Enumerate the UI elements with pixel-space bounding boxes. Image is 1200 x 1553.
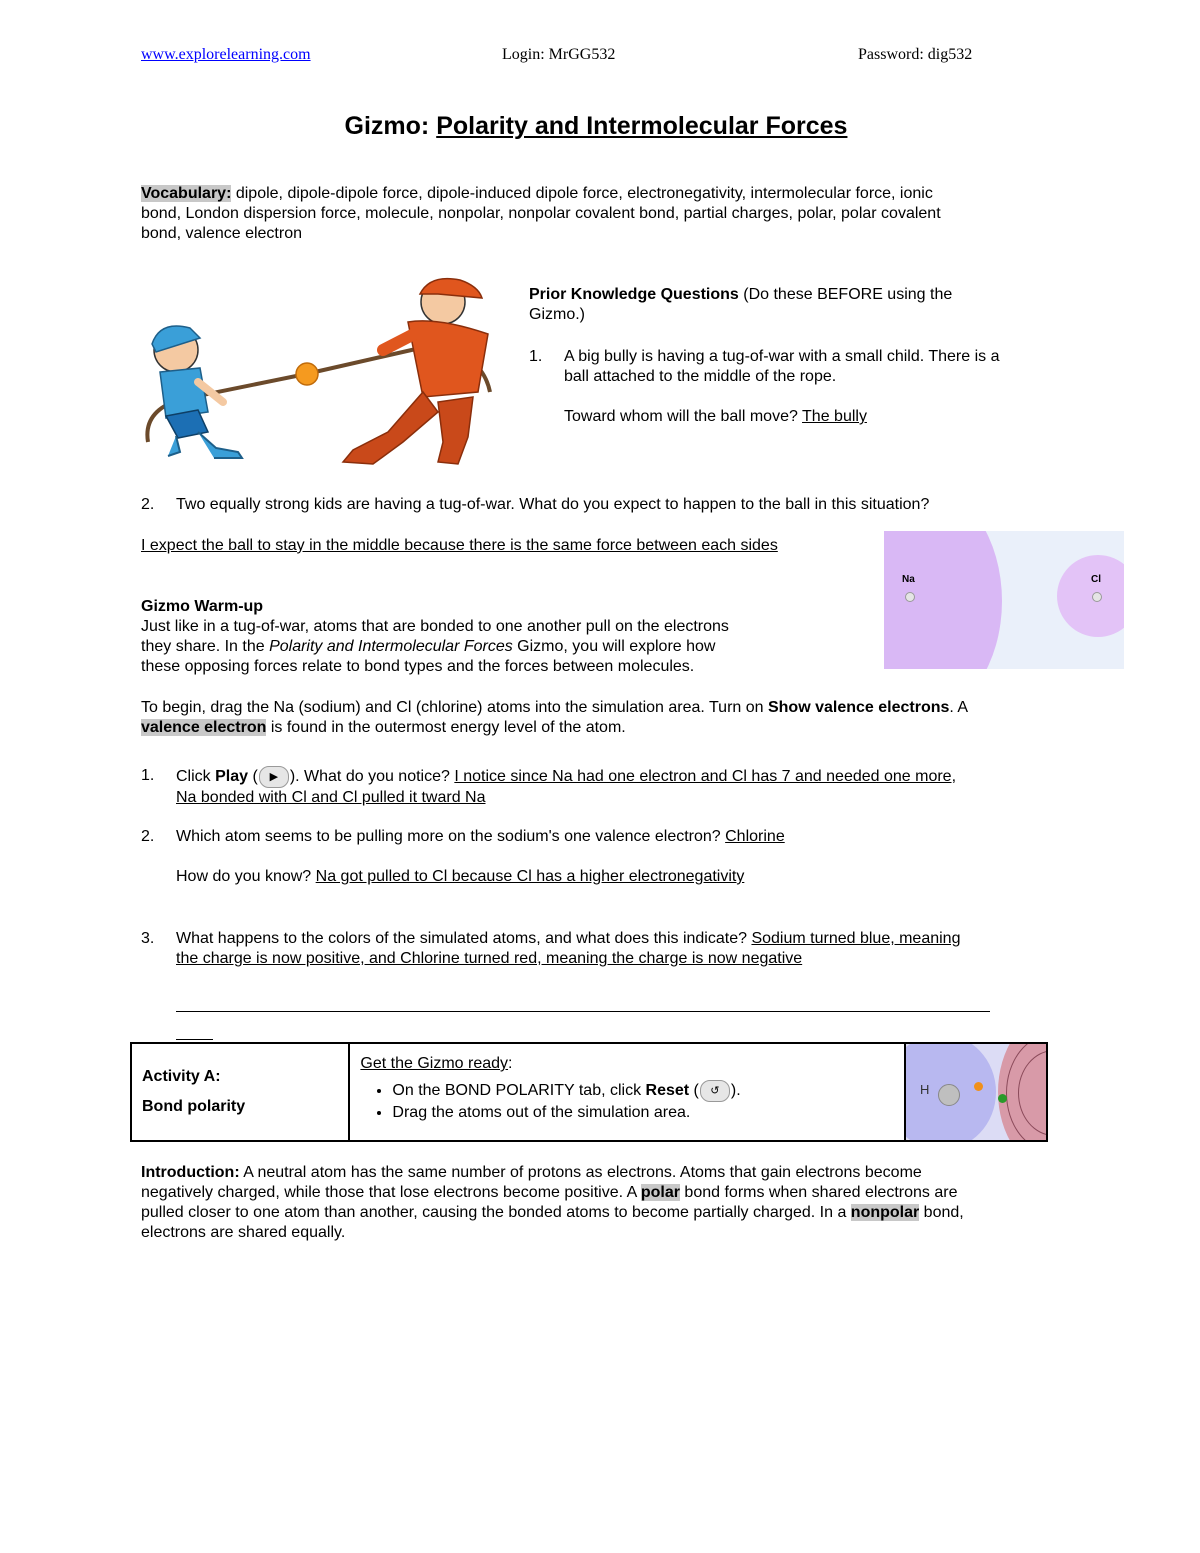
warmup-q2a: Which atom seems to be pulling more on the sodium's one valence electron? xyxy=(176,828,726,845)
cl-atom xyxy=(1057,555,1124,637)
warmup-q3-answer-2[interactable]: the charge is now positive, and Chlorine turned red, meaning the charge is now negative xyxy=(176,950,803,967)
warmup-line2-italic: Polarity and Intermolecular Forces xyxy=(269,638,513,655)
child-figure xyxy=(152,326,242,458)
prior-q1-line1: A big bully is having a tug-of-war with a small child. There is a xyxy=(564,348,1000,365)
warmup-q1d: ). What do you notice? xyxy=(289,768,455,786)
prior-question-1 xyxy=(529,347,1069,427)
nonpolar-term: nonpolar xyxy=(850,1204,920,1221)
warmup-q1c: ( xyxy=(248,768,258,786)
play-button-icon: ▶ xyxy=(259,766,289,788)
prior-q2-answer[interactable]: I expect the ball to stay in the middle because there is the same force between each sides xyxy=(141,537,778,554)
prior-q1-ask: Toward whom will the ball move? xyxy=(564,408,803,425)
warmup-q3a: What happens to the colors of the simulated atoms, and what does this indicate? xyxy=(176,930,752,947)
bully-figure xyxy=(343,279,488,464)
warmup-line1: Just like in a tug-of-war, atoms that are bonded to one another pull on the electrons xyxy=(141,618,729,635)
tug-of-war-illustration xyxy=(138,272,503,472)
website-link-text[interactable]: www.explorelearning.com xyxy=(141,46,311,63)
ball-icon xyxy=(296,363,318,385)
activity-title-1: Activity A: xyxy=(142,1068,221,1085)
step1-text-a: On the BOND POLARITY tab, click xyxy=(392,1082,646,1100)
prior-q1-answer[interactable]: The bully xyxy=(802,408,867,425)
intro-label: Introduction: xyxy=(141,1164,240,1181)
warmup-q2-num: 2. xyxy=(141,828,155,845)
warmup-line2b: Gizmo, you will explore how xyxy=(512,638,716,655)
intro-line2c: bond forms when shared electrons are xyxy=(679,1184,958,1201)
warmup-q2b: How do you know? xyxy=(176,868,316,885)
warmup-p2e: is found in the outermost energy level of the atom. xyxy=(266,719,626,736)
vocabulary-label: Vocabulary: xyxy=(141,185,232,202)
warmup-q3-answer-1[interactable]: Sodium turned blue, meaning xyxy=(751,930,961,947)
activity-instructions-cell xyxy=(349,1043,905,1141)
header-password: Password: dig532 xyxy=(858,46,973,63)
reset-label: Reset xyxy=(645,1082,690,1100)
play-label: Play xyxy=(215,768,249,786)
answer-blank-line xyxy=(176,1011,990,1012)
electron-orange-icon xyxy=(974,1082,983,1091)
page-title xyxy=(0,112,1192,141)
prior-heading-note: (Do these BEFORE using the xyxy=(738,286,953,303)
warmup-q2b-answer[interactable]: Na got pulled to Cl because Cl has a higher electronegativity xyxy=(315,868,745,885)
warmup-section xyxy=(141,597,861,677)
prior-q1-line2: ball attached to the middle of the rope. xyxy=(564,368,837,385)
prior-knowledge-section xyxy=(529,285,1069,325)
activity-title-cell xyxy=(131,1043,349,1141)
get-gizmo-ready: Get the Gizmo ready xyxy=(360,1055,509,1072)
cl-label: Cl xyxy=(1091,574,1101,585)
reset-button-icon: ↺ xyxy=(700,1080,730,1102)
na-nucleus-icon xyxy=(905,592,915,602)
intro-line3a: pulled closer to one atom than another, causing the bonded atoms to become partially charged. In a xyxy=(141,1204,851,1221)
intro-line1: A neutral atom has the same number of protons as electrons. Atoms that gain electrons become xyxy=(239,1164,922,1181)
h-nucleus-icon xyxy=(938,1084,960,1106)
get-gizmo-ready-colon: : xyxy=(508,1055,513,1072)
warmup-line3: these opposing forces relate to bond types and the forces between molecules. xyxy=(141,658,695,675)
activity-image-cell xyxy=(905,1043,1047,1141)
title-prefix: Gizmo: xyxy=(344,112,437,140)
vocabulary-line3: bond, valence electron xyxy=(141,225,302,242)
prior-q2-text: Two equally strong kids are having a tug-of-war. What do you expect to happen to the ball in this situation? xyxy=(176,496,930,513)
warmup-heading: Gizmo Warm-up xyxy=(141,598,264,615)
warmup-q1-num: 1. xyxy=(141,767,155,784)
answer-blank-line-short xyxy=(176,1039,213,1040)
vocabulary-line1: dipole, dipole-dipole force, dipole-induced dipole force, electronegativity, intermolecular force, ionic xyxy=(231,185,933,202)
activity-step-1 xyxy=(392,1080,904,1102)
prior-q1-num: 1. xyxy=(529,348,543,365)
vocabulary-block xyxy=(141,184,1071,244)
activity-step-2: • Drag the atoms out of the simulation area. xyxy=(392,1102,904,1123)
cl-nucleus-icon xyxy=(1092,592,1102,602)
intro-line2a: negatively charged, while those that lose electrons become positive. A xyxy=(141,1184,641,1201)
warmup-q1-answer-1[interactable]: I notice since Na had one electron and Cl has 7 and needed one more, xyxy=(454,768,957,786)
warmup-q1a: Click xyxy=(176,768,216,786)
activity-steps xyxy=(360,1080,904,1123)
prior-q2-num: 2. xyxy=(141,496,155,513)
na-atom xyxy=(884,531,1002,669)
step1-text-d: ). xyxy=(730,1082,741,1100)
h-label: H xyxy=(919,1082,930,1097)
activity-table xyxy=(130,1042,1048,1142)
warmup-q1-answer-2[interactable]: Na bonded with Cl and Cl pulled it tward Na xyxy=(176,789,486,806)
warmup-question-2 xyxy=(141,827,1071,887)
introduction-section xyxy=(141,1163,1071,1243)
warmup-p2c: . A xyxy=(949,699,969,716)
intro-line4: electrons are shared equally. xyxy=(141,1224,346,1241)
warmup-q2-answer[interactable]: Chlorine xyxy=(725,828,785,845)
polar-term: polar xyxy=(640,1184,680,1201)
warmup-question-1 xyxy=(141,766,1071,808)
vocabulary-line2: bond, London dispersion force, molecule, nonpolar, nonpolar covalent bond, partial charges, polar, polar covalent xyxy=(141,205,941,222)
electron-green-icon xyxy=(998,1094,1007,1103)
activity-title-2: Bond polarity xyxy=(142,1098,246,1115)
na-cl-simulation-image xyxy=(884,531,1124,669)
title-main: Polarity and Intermolecular Forces xyxy=(436,112,848,140)
prior-q2-answer-row xyxy=(141,536,778,556)
prior-question-2 xyxy=(141,495,1041,515)
warmup-instructions xyxy=(141,698,1071,738)
intro-line3c: bond, xyxy=(919,1204,964,1221)
warmup-line2a: they share. In the xyxy=(141,638,270,655)
warmup-question-3 xyxy=(141,929,1071,969)
warmup-q3-num: 3. xyxy=(141,930,155,947)
prior-heading-note2: Gizmo.) xyxy=(529,306,585,323)
header-website-link[interactable] xyxy=(141,46,311,64)
warmup-p2a: To begin, drag the Na (sodium) and Cl (chlorine) atoms into the simulation area. Turn on xyxy=(141,699,768,716)
h-cl-simulation-image xyxy=(906,1044,1046,1140)
valence-electron-term: valence electron xyxy=(141,719,267,736)
na-label: Na xyxy=(902,574,915,585)
prior-heading: Prior Knowledge Questions xyxy=(529,286,739,303)
header-login: Login: MrGG532 xyxy=(502,46,616,63)
show-valence-electrons-label: Show valence electrons xyxy=(767,699,950,716)
step1-text-c: ( xyxy=(689,1082,699,1100)
